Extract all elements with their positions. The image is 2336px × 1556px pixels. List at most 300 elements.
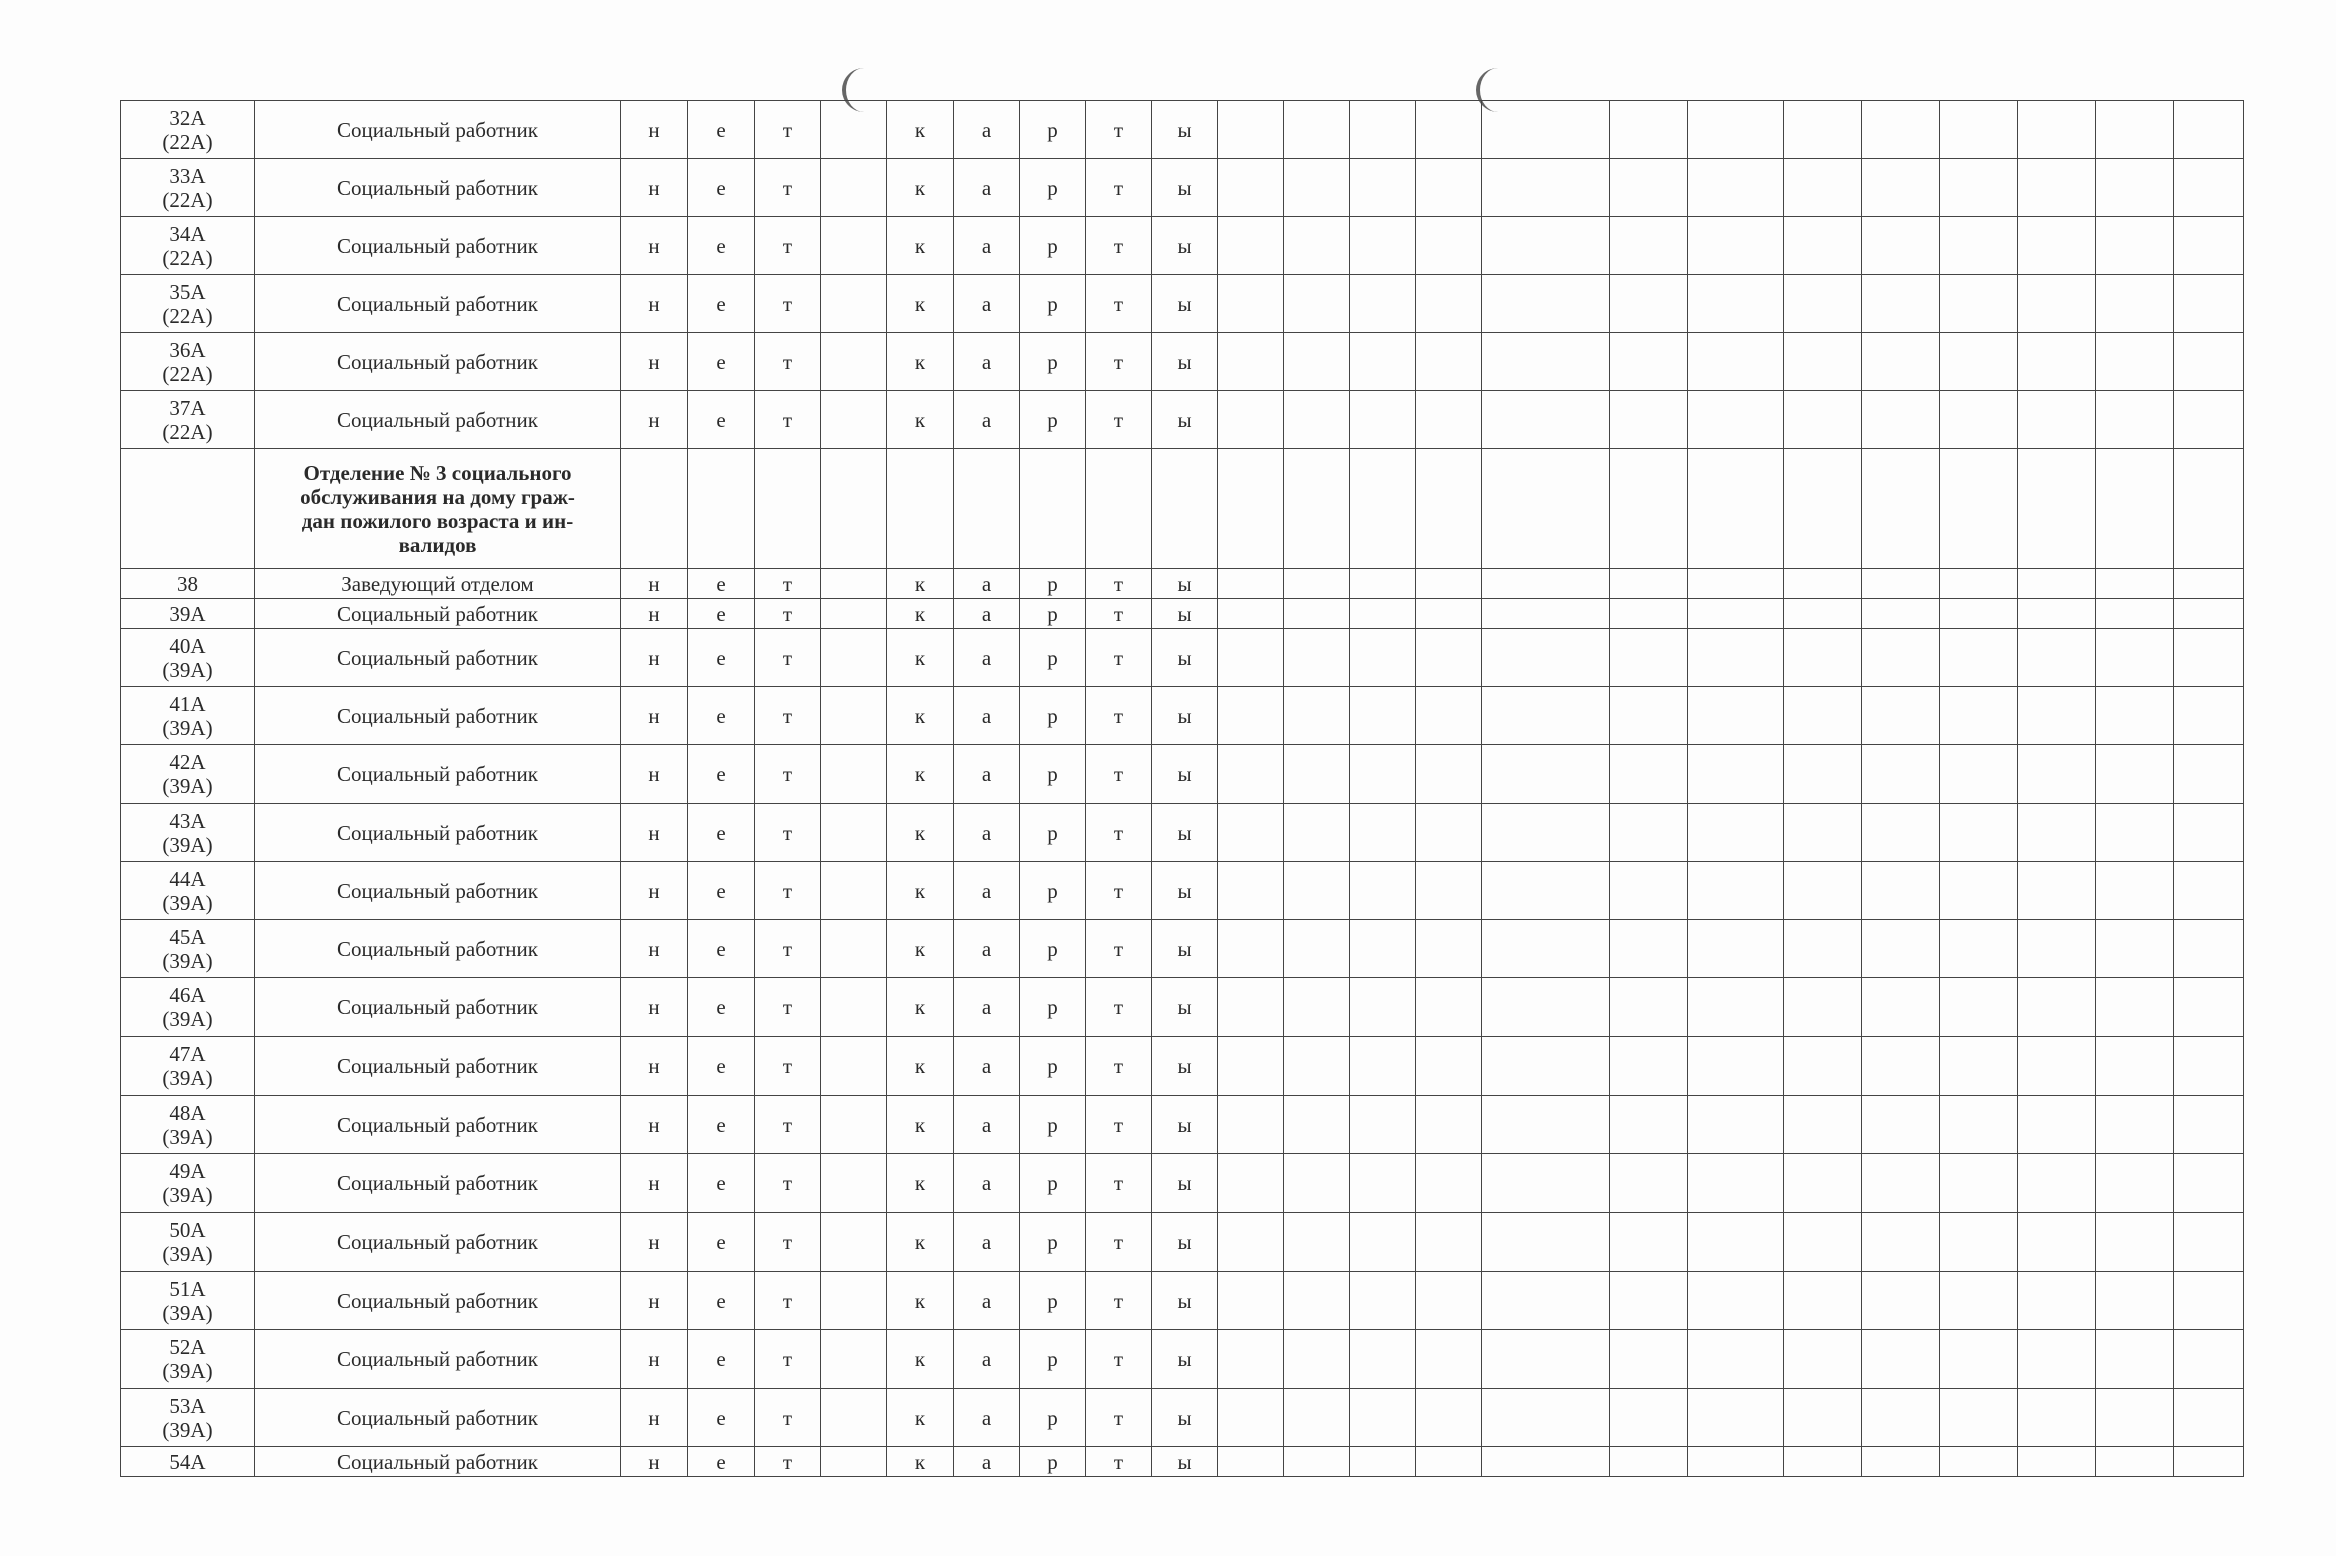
empty-cell [1284, 687, 1350, 745]
empty-cell [1482, 1272, 1610, 1330]
letter-cell: е [688, 862, 755, 920]
empty-cell [821, 449, 887, 569]
letter-cell: а [954, 1213, 1020, 1272]
empty-cell [1688, 1272, 1784, 1330]
letter-cell: ы [1152, 920, 1218, 978]
letter-cell: р [1020, 629, 1086, 687]
letter-cell: н [621, 101, 688, 159]
empty-cell [1940, 1096, 2018, 1154]
table-row [121, 1154, 2244, 1213]
empty-cell [2174, 1154, 2244, 1213]
empty-cell [1688, 745, 1784, 804]
letter-cell: к [887, 978, 954, 1037]
letter-cell: р [1020, 159, 1086, 217]
letter-cell: р [1020, 862, 1086, 920]
empty-cell [1416, 569, 1482, 599]
empty-cell [1610, 745, 1688, 804]
empty-cell [2174, 1330, 2244, 1389]
letter-cell: т [1086, 1096, 1152, 1154]
letter-cell: т [755, 599, 821, 629]
empty-cell [1350, 569, 1416, 599]
empty-cell [2096, 978, 2174, 1037]
letter-cell: а [954, 804, 1020, 862]
letter-cell: т [1086, 1330, 1152, 1389]
empty-cell [1350, 217, 1416, 275]
empty-cell [1688, 449, 1784, 569]
letter-cell: е [688, 391, 755, 449]
letter-cell: т [1086, 1037, 1152, 1096]
empty-cell [1862, 1272, 1940, 1330]
empty-cell [2018, 1389, 2096, 1447]
letter-cell: т [1086, 687, 1152, 745]
empty-cell [2096, 599, 2174, 629]
letter-cell: е [688, 1213, 755, 1272]
empty-cell [1482, 978, 1610, 1037]
staff-table [120, 100, 2244, 1477]
letter-cell: ы [1152, 333, 1218, 391]
row-number-cell: 35А (22А) [121, 275, 255, 333]
empty-cell [2174, 1037, 2244, 1096]
letter-cell: н [621, 599, 688, 629]
empty-cell [1862, 1096, 1940, 1154]
letter-cell: е [688, 159, 755, 217]
empty-cell [1350, 1037, 1416, 1096]
empty-cell [1940, 978, 2018, 1037]
empty-cell [2174, 687, 2244, 745]
empty-cell [1688, 101, 1784, 159]
empty-cell [2096, 217, 2174, 275]
table-row [121, 1447, 2244, 1477]
letter-cell: т [1086, 745, 1152, 804]
empty-cell [1610, 862, 1688, 920]
empty-cell [1416, 745, 1482, 804]
empty-cell [1284, 1272, 1350, 1330]
empty-cell [2096, 391, 2174, 449]
table-row [121, 978, 2244, 1037]
letter-cell: т [755, 1389, 821, 1447]
empty-cell [1350, 599, 1416, 629]
empty-cell [1284, 275, 1350, 333]
empty-cell [1218, 217, 1284, 275]
empty-cell [1862, 978, 1940, 1037]
letter-cell: н [621, 1447, 688, 1477]
empty-cell [1218, 599, 1284, 629]
table-row [121, 159, 2244, 217]
empty-cell [1284, 1037, 1350, 1096]
letter-cell: а [954, 599, 1020, 629]
empty-cell [1940, 391, 2018, 449]
empty-cell [1940, 101, 2018, 159]
empty-cell [1350, 275, 1416, 333]
empty-cell [1350, 1447, 1416, 1477]
empty-cell [2174, 569, 2244, 599]
empty-cell [2174, 978, 2244, 1037]
position-cell: Социальный работник [255, 1272, 621, 1330]
letter-cell: р [1020, 391, 1086, 449]
letter-cell: к [887, 1389, 954, 1447]
empty-cell [1688, 1447, 1784, 1477]
empty-cell [1350, 862, 1416, 920]
position-cell: Социальный работник [255, 687, 621, 745]
empty-cell [2018, 978, 2096, 1037]
row-number-cell: 47А (39А) [121, 1037, 255, 1096]
empty-cell [1784, 920, 1862, 978]
empty-cell [1482, 629, 1610, 687]
empty-cell [1940, 1037, 2018, 1096]
position-cell: Заведующий отделом [255, 569, 621, 599]
empty-cell [1482, 1037, 1610, 1096]
empty-cell [2018, 599, 2096, 629]
empty-cell [1218, 804, 1284, 862]
empty-cell [1218, 745, 1284, 804]
letter-cell: ы [1152, 1272, 1218, 1330]
letter-cell: е [688, 978, 755, 1037]
letter-cell: т [1086, 391, 1152, 449]
empty-cell [2174, 449, 2244, 569]
letter-cell: р [1020, 101, 1086, 159]
position-cell: Социальный работник [255, 217, 621, 275]
table-row [121, 569, 2244, 599]
letter-cell: т [755, 217, 821, 275]
empty-cell [2096, 1447, 2174, 1477]
letter-cell: е [688, 1447, 755, 1477]
empty-cell [2096, 1389, 2174, 1447]
empty-cell [2174, 1272, 2244, 1330]
letter-cell: т [755, 1037, 821, 1096]
empty-cell [1940, 1272, 2018, 1330]
empty-cell [2096, 804, 2174, 862]
letter-cell: н [621, 920, 688, 978]
empty-cell [1610, 1272, 1688, 1330]
letter-cell: н [621, 862, 688, 920]
empty-cell [1218, 1389, 1284, 1447]
empty-cell [1688, 804, 1784, 862]
empty-cell [1610, 629, 1688, 687]
empty-cell [2018, 1213, 2096, 1272]
empty-cell [1688, 1096, 1784, 1154]
letter-cell: р [1020, 1096, 1086, 1154]
empty-cell [2174, 159, 2244, 217]
letter-cell: н [621, 1213, 688, 1272]
empty-cell [2018, 862, 2096, 920]
empty-cell [1688, 1389, 1784, 1447]
empty-cell [1862, 1447, 1940, 1477]
letter-cell: р [1020, 1330, 1086, 1389]
position-cell: Социальный работник [255, 920, 621, 978]
empty-cell [1940, 1330, 2018, 1389]
letter-cell: т [755, 745, 821, 804]
empty-cell [2018, 804, 2096, 862]
letter-cell: н [621, 804, 688, 862]
empty-cell [1784, 449, 1862, 569]
empty-cell [821, 745, 887, 804]
table-row [121, 1213, 2244, 1272]
letter-cell: е [688, 333, 755, 391]
letter-cell: ы [1152, 1037, 1218, 1096]
empty-cell [1218, 569, 1284, 599]
letter-cell: ы [1152, 1154, 1218, 1213]
letter-cell: н [621, 275, 688, 333]
position-cell: Социальный работник [255, 804, 621, 862]
empty-cell [1482, 862, 1610, 920]
empty-cell [1284, 1154, 1350, 1213]
empty-cell [1940, 217, 2018, 275]
empty-cell [1784, 391, 1862, 449]
letter-cell: т [1086, 333, 1152, 391]
table-row [121, 599, 2244, 629]
letter-cell: т [1086, 804, 1152, 862]
empty-cell [1416, 687, 1482, 745]
empty-cell [1284, 391, 1350, 449]
empty-cell [1086, 449, 1152, 569]
position-cell: Социальный работник [255, 1154, 621, 1213]
section-title: Отделение № 3 социального обслуживания на дому граж- дан пожилого возраста и ин- валидов [255, 449, 621, 569]
empty-cell [1862, 1389, 1940, 1447]
letter-cell: а [954, 687, 1020, 745]
letter-cell: н [621, 1272, 688, 1330]
empty-cell [1940, 804, 2018, 862]
empty-cell [1940, 1154, 2018, 1213]
empty-cell [821, 217, 887, 275]
empty-cell [1610, 920, 1688, 978]
letter-cell: к [887, 275, 954, 333]
empty-cell [1416, 159, 1482, 217]
row-number-cell: 49А (39А) [121, 1154, 255, 1213]
empty-cell [2096, 745, 2174, 804]
letter-cell: ы [1152, 862, 1218, 920]
empty-cell [821, 804, 887, 862]
empty-cell [1218, 1272, 1284, 1330]
empty-cell [821, 1447, 887, 1477]
empty-cell [1784, 1154, 1862, 1213]
table-row [121, 391, 2244, 449]
empty-cell [1610, 333, 1688, 391]
letter-cell: р [1020, 569, 1086, 599]
empty-cell [1784, 1037, 1862, 1096]
letter-cell: т [1086, 599, 1152, 629]
letter-cell: т [1086, 1389, 1152, 1447]
empty-cell [1482, 599, 1610, 629]
letter-cell: р [1020, 1389, 1086, 1447]
empty-cell [1218, 1154, 1284, 1213]
empty-cell [821, 275, 887, 333]
empty-cell [2018, 687, 2096, 745]
empty-cell [1218, 1330, 1284, 1389]
empty-cell [1610, 1154, 1688, 1213]
letter-cell: р [1020, 1272, 1086, 1330]
letter-cell: н [621, 569, 688, 599]
empty-cell [1862, 687, 1940, 745]
letter-cell: н [621, 391, 688, 449]
position-cell: Социальный работник [255, 1447, 621, 1477]
empty-cell [1784, 275, 1862, 333]
empty-cell [2018, 159, 2096, 217]
empty-cell [1940, 333, 2018, 391]
letter-cell: т [755, 920, 821, 978]
letter-cell: т [1086, 978, 1152, 1037]
row-number-cell: 50А (39А) [121, 1213, 255, 1272]
empty-cell [1482, 569, 1610, 599]
table-row [121, 1389, 2244, 1447]
letter-cell: р [1020, 745, 1086, 804]
letter-cell: ы [1152, 629, 1218, 687]
empty-cell [1482, 159, 1610, 217]
empty-cell [1218, 333, 1284, 391]
empty-cell [2096, 920, 2174, 978]
empty-cell [1688, 1330, 1784, 1389]
position-cell: Социальный работник [255, 333, 621, 391]
empty-cell [2096, 159, 2174, 217]
letter-cell: к [887, 920, 954, 978]
empty-cell [2174, 804, 2244, 862]
empty-cell [1610, 1037, 1688, 1096]
letter-cell: а [954, 745, 1020, 804]
empty-cell [1784, 862, 1862, 920]
empty-cell [2018, 1447, 2096, 1477]
letter-cell: е [688, 101, 755, 159]
empty-cell [1688, 629, 1784, 687]
empty-cell [1784, 629, 1862, 687]
empty-cell [821, 1096, 887, 1154]
empty-cell [688, 449, 755, 569]
position-cell: Социальный работник [255, 1037, 621, 1096]
empty-cell [821, 1154, 887, 1213]
empty-cell [1688, 159, 1784, 217]
empty-cell [2174, 1213, 2244, 1272]
empty-cell [1416, 920, 1482, 978]
letter-cell: а [954, 1447, 1020, 1477]
letter-cell: а [954, 1154, 1020, 1213]
empty-cell [2174, 333, 2244, 391]
empty-cell [1218, 391, 1284, 449]
empty-cell [2018, 629, 2096, 687]
empty-cell [1218, 101, 1284, 159]
empty-cell [1284, 333, 1350, 391]
table-row [121, 687, 2244, 745]
letter-cell: н [621, 629, 688, 687]
letter-cell: ы [1152, 1213, 1218, 1272]
position-cell: Социальный работник [255, 629, 621, 687]
empty-cell [1218, 1447, 1284, 1477]
table-row [121, 275, 2244, 333]
letter-cell: т [1086, 101, 1152, 159]
empty-cell [1416, 804, 1482, 862]
empty-cell [1688, 1037, 1784, 1096]
letter-cell: а [954, 391, 1020, 449]
letter-cell: т [1086, 920, 1152, 978]
letter-cell: к [887, 804, 954, 862]
empty-cell [821, 629, 887, 687]
empty-cell [1610, 159, 1688, 217]
empty-cell [1218, 687, 1284, 745]
empty-cell [1784, 1272, 1862, 1330]
letter-cell: р [1020, 275, 1086, 333]
empty-cell [1862, 569, 1940, 599]
empty-cell [1784, 1389, 1862, 1447]
empty-cell [1688, 1213, 1784, 1272]
empty-cell [1482, 1330, 1610, 1389]
position-cell: Социальный работник [255, 1330, 621, 1389]
empty-cell [1610, 449, 1688, 569]
letter-cell: т [755, 391, 821, 449]
letter-cell: ы [1152, 978, 1218, 1037]
letter-cell: к [887, 1447, 954, 1477]
empty-cell [1862, 1330, 1940, 1389]
empty-cell [887, 449, 954, 569]
letter-cell: т [755, 275, 821, 333]
letter-cell: е [688, 1096, 755, 1154]
letter-cell: а [954, 1096, 1020, 1154]
empty-cell [1940, 1389, 2018, 1447]
empty-cell [1862, 449, 1940, 569]
letter-cell: к [887, 1037, 954, 1096]
letter-cell: р [1020, 333, 1086, 391]
empty-cell [1284, 1096, 1350, 1154]
empty-cell [2174, 745, 2244, 804]
letter-cell: е [688, 1330, 755, 1389]
empty-cell [1784, 978, 1862, 1037]
empty-cell [1688, 217, 1784, 275]
empty-cell [821, 391, 887, 449]
row-number-cell: 39А [121, 599, 255, 629]
empty-cell [1284, 217, 1350, 275]
letter-cell: е [688, 1272, 755, 1330]
row-number-cell: 42А (39А) [121, 745, 255, 804]
empty-cell [1350, 629, 1416, 687]
empty-cell [1862, 1154, 1940, 1213]
empty-cell [1610, 687, 1688, 745]
table-row [121, 862, 2244, 920]
letter-cell: ы [1152, 101, 1218, 159]
empty-cell [1784, 1213, 1862, 1272]
empty-cell [821, 1389, 887, 1447]
empty-cell [1020, 449, 1086, 569]
letter-cell: е [688, 687, 755, 745]
empty-cell [1482, 687, 1610, 745]
empty-cell [2174, 391, 2244, 449]
empty-cell [1284, 599, 1350, 629]
empty-cell [1218, 1037, 1284, 1096]
empty-cell [1688, 569, 1784, 599]
empty-cell [1610, 804, 1688, 862]
letter-cell: к [887, 159, 954, 217]
letter-cell: т [755, 862, 821, 920]
empty-cell [1940, 1213, 2018, 1272]
letter-cell: т [1086, 1154, 1152, 1213]
empty-cell [2096, 1096, 2174, 1154]
empty-cell [621, 449, 688, 569]
empty-cell [821, 920, 887, 978]
empty-cell [1416, 1037, 1482, 1096]
letter-cell: ы [1152, 569, 1218, 599]
letter-cell: т [755, 101, 821, 159]
empty-cell [1688, 1154, 1784, 1213]
letter-cell: а [954, 862, 1020, 920]
empty-cell [2174, 275, 2244, 333]
letter-cell: е [688, 599, 755, 629]
row-number-cell: 52А (39А) [121, 1330, 255, 1389]
empty-cell [1350, 920, 1416, 978]
letter-cell: р [1020, 1213, 1086, 1272]
table-row [121, 1272, 2244, 1330]
empty-cell [1482, 391, 1610, 449]
empty-cell [1862, 804, 1940, 862]
letter-cell: е [688, 745, 755, 804]
empty-cell [2018, 1272, 2096, 1330]
empty-cell [1784, 599, 1862, 629]
letter-cell: н [621, 1389, 688, 1447]
letter-cell: а [954, 1389, 1020, 1447]
